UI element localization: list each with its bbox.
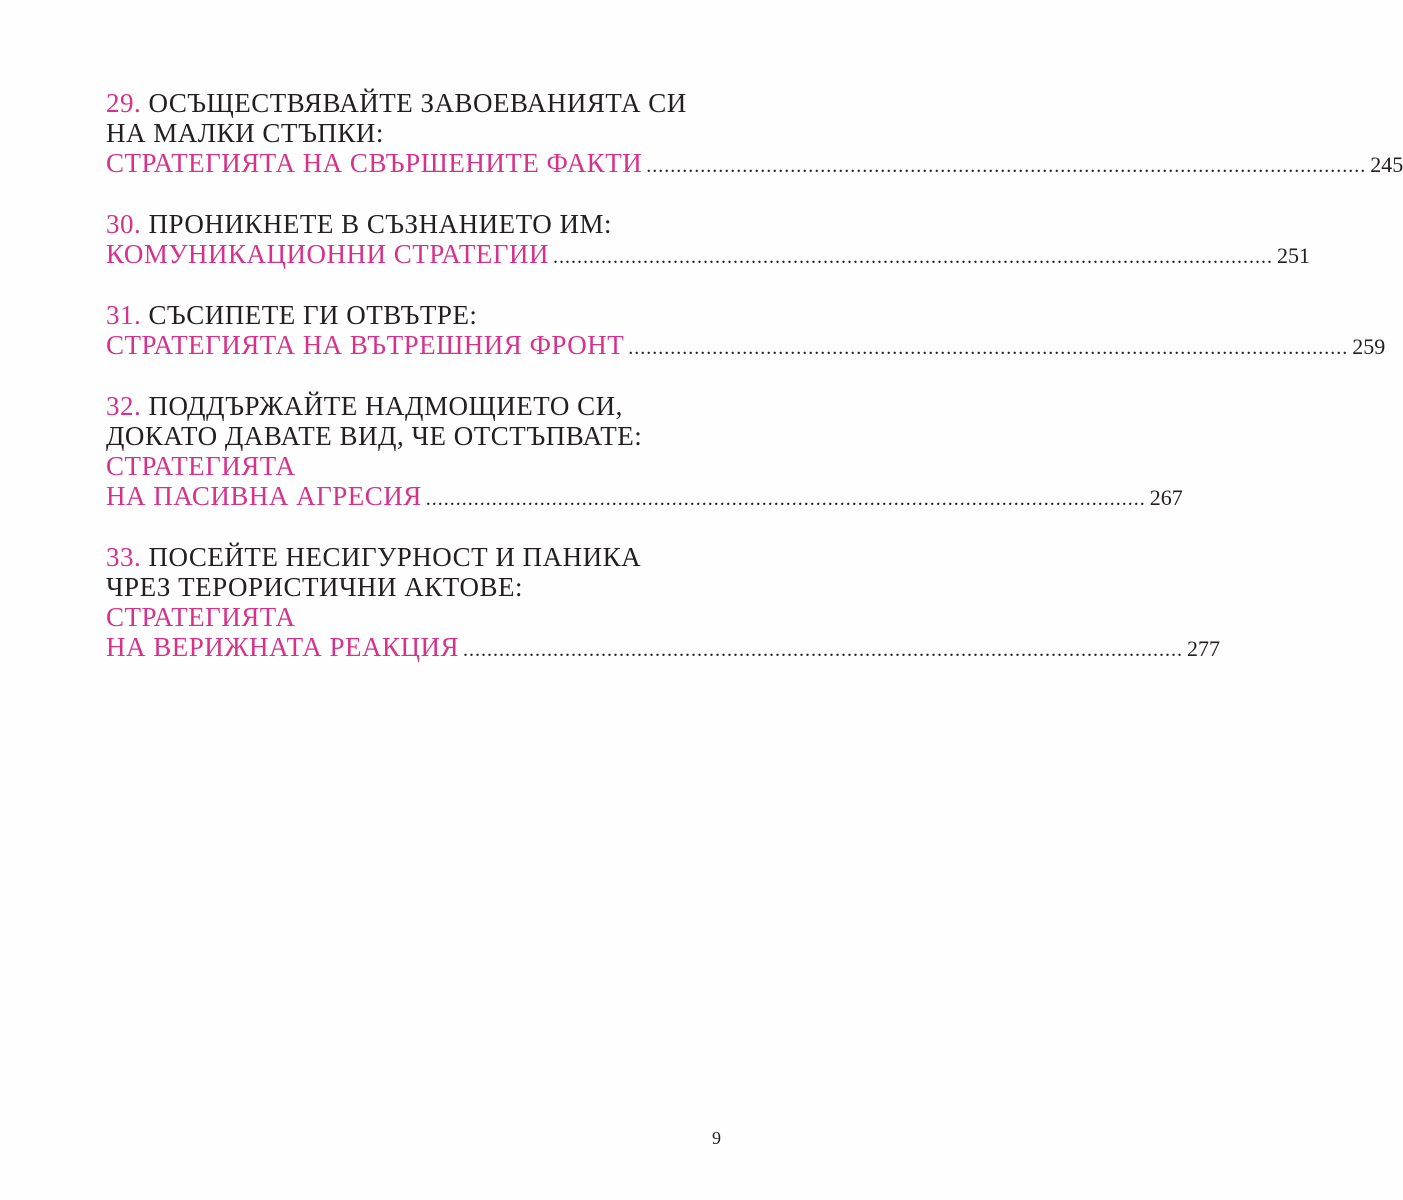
toc-entry-title-line [106, 542, 724, 572]
toc-entry-title-line: ЧРЕЗ ТЕРОРИСТИЧНИ АКТОВЕ: [106, 572, 523, 602]
toc-entry-strategy: СТРАТЕГИЯТА НА ВЪТРЕШНИЯ ФРОНТ [106, 330, 625, 360]
toc-entry-title-line [106, 391, 724, 421]
toc-entry[interactable] [106, 391, 1183, 514]
dot-leader: ........................................................................................................................ [646, 155, 1367, 177]
toc-entry-number: 31. [106, 300, 142, 330]
toc-entry-title: ПОДДЪРЖАЙТЕ НАДМОЩИЕТО СИ, [148, 391, 623, 421]
toc-entry[interactable] [106, 542, 1220, 665]
toc-entry-title: СЪСИПЕТЕ ГИ ОТВЪТРЕ: [148, 300, 478, 330]
toc-entry-page: 251 [1277, 243, 1310, 268]
toc-entry-title-line: НА МАЛКИ СТЪПКИ: [106, 118, 384, 148]
toc-entry-strategy: КОМУНИКАЦИОННИ СТРАТЕГИИ [106, 239, 549, 269]
toc-entry-title-line [106, 300, 724, 330]
toc-entry-strategy-line [106, 148, 1403, 181]
toc-entry-strategy: НА ВЕРИЖНАТА РЕАКЦИЯ [106, 632, 459, 662]
toc-entry[interactable] [106, 88, 1403, 181]
toc-entry-strategy-line [106, 330, 1386, 363]
dot-leader: ........................................................................................................................ [628, 337, 1349, 359]
toc-entry-number: 30. [106, 209, 142, 239]
toc-entry-page: 267 [1149, 485, 1183, 510]
dot-leader: ........................................................................................................................ [425, 488, 1146, 510]
toc-entry[interactable] [106, 300, 1386, 363]
page-number: 9 [712, 1128, 721, 1148]
dot-leader: ........................................................................................................................ [463, 639, 1183, 661]
toc-entry-number: 32. [106, 391, 142, 421]
toc-entry-title-line: ДОКАТО ДАВАТЕ ВИД, ЧЕ ОТСТЪПВАТЕ: [106, 421, 643, 451]
toc-entry-strategy: СТРАТЕГИЯТА [106, 451, 296, 481]
toc-entry[interactable] [106, 209, 1310, 272]
toc-entry-strategy: СТРАТЕГИЯТА НА СВЪРШЕНИТЕ ФАКТИ [106, 148, 643, 178]
toc-entry-strategy-line [106, 481, 1183, 514]
toc-entry-page: 245 [1370, 152, 1403, 177]
toc-entry-title-line [106, 88, 724, 118]
dot-leader: ........................................................................................................................ [553, 246, 1273, 268]
toc-entry-title: ПОСЕЙТЕ НЕСИГУРНОСТ И ПАНИКА [148, 542, 642, 572]
toc-entry-strategy-line [106, 632, 1220, 665]
toc-entry-strategy: НА ПАСИВНА АГРЕСИЯ [106, 481, 422, 511]
toc-entry-strategy: СТРАТЕГИЯТА [106, 602, 296, 632]
toc-entry-title: ОСЪЩЕСТВЯВАЙТЕ ЗАВОЕВАНИЯТА СИ [148, 88, 687, 118]
toc-entry-strategy-line [106, 239, 1310, 272]
toc-entry-title: ПРОНИКНЕТЕ В СЪЗНАНИЕТО ИМ: [148, 209, 612, 239]
table-of-contents [106, 88, 1403, 693]
toc-entry-page: 259 [1352, 334, 1386, 359]
toc-entry-number: 33. [106, 542, 142, 572]
toc-entry-page: 277 [1187, 636, 1220, 661]
toc-entry-number: 29. [106, 88, 142, 118]
toc-entry-title-line [106, 209, 724, 239]
